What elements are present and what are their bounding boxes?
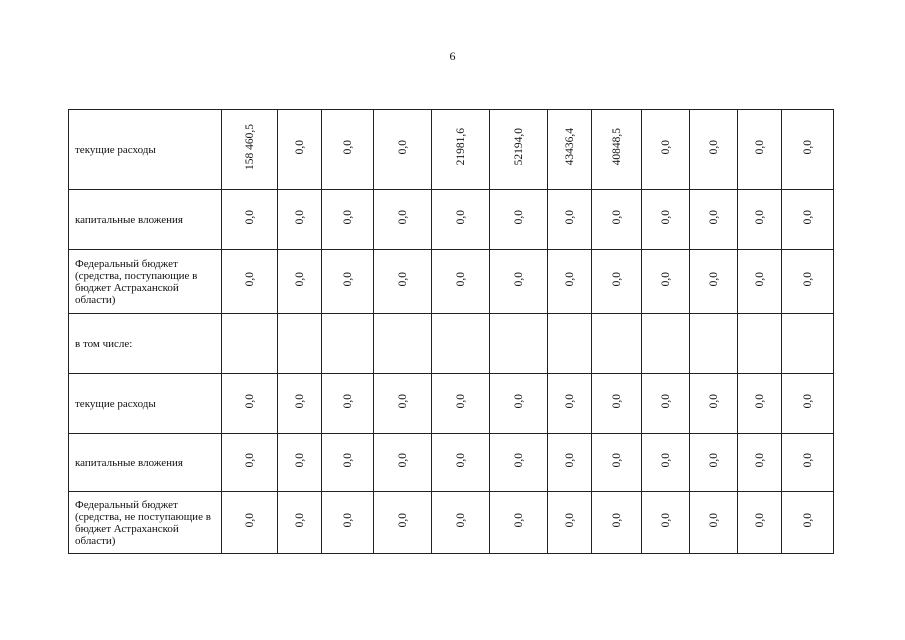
cell-value: 0,0 bbox=[753, 209, 766, 225]
table-cell bbox=[642, 374, 690, 434]
cell-value: 0,0 bbox=[396, 139, 409, 155]
cell-value: 0,0 bbox=[454, 452, 467, 468]
table-cell bbox=[322, 190, 374, 250]
table-cell bbox=[592, 250, 642, 314]
table-cell bbox=[642, 190, 690, 250]
table-cell bbox=[592, 190, 642, 250]
label-federal-budget-incoming: Федеральный бюджет (средства, поступающие в бюджет Астраханской области) bbox=[69, 250, 222, 314]
cell-value: 0,0 bbox=[563, 271, 576, 287]
table-cell bbox=[374, 374, 432, 434]
table-cell bbox=[278, 110, 322, 190]
cell-value: 0,0 bbox=[659, 271, 672, 287]
cell-value: 0,0 bbox=[563, 452, 576, 468]
table-cell bbox=[738, 190, 782, 250]
table-row bbox=[69, 492, 834, 554]
table-cell bbox=[782, 374, 834, 434]
table-cell bbox=[738, 110, 782, 190]
cell-value: 0,0 bbox=[512, 271, 525, 287]
table-cell bbox=[782, 250, 834, 314]
cell-value: 0,0 bbox=[341, 452, 354, 468]
table-cell bbox=[738, 314, 782, 374]
table-cell bbox=[642, 314, 690, 374]
cell-value: 0,0 bbox=[512, 512, 525, 528]
table-cell bbox=[592, 492, 642, 554]
table-cell bbox=[374, 492, 432, 554]
table-row bbox=[69, 250, 834, 314]
table-cell bbox=[548, 374, 592, 434]
table-cell bbox=[690, 314, 738, 374]
cell-value: 0,0 bbox=[610, 271, 623, 287]
cell-value: 0,0 bbox=[563, 209, 576, 225]
table-cell bbox=[690, 374, 738, 434]
table-cell bbox=[432, 110, 490, 190]
table-cell bbox=[432, 492, 490, 554]
table-row bbox=[69, 434, 834, 492]
cell-value: 0,0 bbox=[243, 209, 256, 225]
cell-value: 0,0 bbox=[396, 452, 409, 468]
page-number: 6 bbox=[449, 49, 456, 63]
table-cell bbox=[490, 314, 548, 374]
table-cell bbox=[374, 314, 432, 374]
cell-value: 0,0 bbox=[512, 393, 525, 409]
table-cell bbox=[222, 314, 278, 374]
label-current-expenses: текущие расходы bbox=[69, 110, 222, 190]
table-cell bbox=[548, 314, 592, 374]
cell-value: 0,0 bbox=[454, 209, 467, 225]
table-cell bbox=[548, 434, 592, 492]
table-cell bbox=[548, 190, 592, 250]
cell-value: 0,0 bbox=[396, 209, 409, 225]
table-row bbox=[69, 374, 834, 434]
table-cell bbox=[322, 250, 374, 314]
cell-value: 0,0 bbox=[801, 452, 814, 468]
table-cell bbox=[592, 314, 642, 374]
cell-value: 0,0 bbox=[707, 139, 720, 155]
label-federal-budget-not-incoming: Федеральный бюджет (средства, не поступающие в бюджет Астраханской области) bbox=[69, 492, 222, 554]
table-cell bbox=[490, 374, 548, 434]
table-cell bbox=[592, 374, 642, 434]
cell-value: 158 460,5 bbox=[243, 124, 256, 170]
table-cell bbox=[222, 110, 278, 190]
table-cell bbox=[432, 434, 490, 492]
cell-value: 0,0 bbox=[396, 271, 409, 287]
table-row bbox=[69, 314, 834, 374]
table-cell bbox=[432, 250, 490, 314]
table-cell bbox=[738, 250, 782, 314]
cell-value: 0,0 bbox=[454, 271, 467, 287]
table-cell bbox=[222, 190, 278, 250]
cell-value: 0,0 bbox=[293, 452, 306, 468]
cell-value: 0,0 bbox=[243, 393, 256, 409]
table-cell bbox=[782, 314, 834, 374]
cell-value: 0,0 bbox=[243, 452, 256, 468]
cell-value: 0,0 bbox=[753, 512, 766, 528]
table-body bbox=[69, 110, 834, 554]
cell-value: 0,0 bbox=[610, 452, 623, 468]
table-cell bbox=[738, 374, 782, 434]
budget-table bbox=[68, 109, 834, 554]
table-cell bbox=[738, 434, 782, 492]
table-cell bbox=[374, 110, 432, 190]
table-cell bbox=[782, 110, 834, 190]
cell-value: 0,0 bbox=[753, 139, 766, 155]
cell-value: 0,0 bbox=[801, 209, 814, 225]
cell-value: 0,0 bbox=[341, 393, 354, 409]
table-cell bbox=[222, 434, 278, 492]
cell-value: 0,0 bbox=[512, 452, 525, 468]
cell-value: 0,0 bbox=[293, 209, 306, 225]
cell-value: 0,0 bbox=[753, 452, 766, 468]
cell-value: 0,0 bbox=[396, 512, 409, 528]
cell-value: 0,0 bbox=[659, 209, 672, 225]
table-cell bbox=[278, 314, 322, 374]
table-cell bbox=[432, 190, 490, 250]
table-cell bbox=[592, 110, 642, 190]
table-cell bbox=[322, 434, 374, 492]
cell-value: 0,0 bbox=[512, 209, 525, 225]
cell-value: 0,0 bbox=[753, 393, 766, 409]
table-cell bbox=[490, 110, 548, 190]
cell-value: 0,0 bbox=[707, 271, 720, 287]
cell-value: 0,0 bbox=[341, 209, 354, 225]
cell-value: 0,0 bbox=[659, 452, 672, 468]
cell-value: 21981,6 bbox=[454, 128, 467, 166]
table-cell bbox=[548, 250, 592, 314]
table-cell bbox=[548, 492, 592, 554]
cell-value: 0,0 bbox=[707, 393, 720, 409]
label-capital-investments: капитальные вложения bbox=[69, 434, 222, 492]
cell-value: 0,0 bbox=[243, 271, 256, 287]
cell-value: 0,0 bbox=[801, 271, 814, 287]
table-cell bbox=[490, 190, 548, 250]
table-cell bbox=[322, 314, 374, 374]
label-including: в том числе: bbox=[69, 314, 222, 374]
cell-value: 0,0 bbox=[659, 139, 672, 155]
cell-value: 0,0 bbox=[801, 512, 814, 528]
cell-value: 0,0 bbox=[293, 393, 306, 409]
table-cell bbox=[690, 434, 738, 492]
cell-value: 0,0 bbox=[563, 393, 576, 409]
cell-value: 0,0 bbox=[707, 209, 720, 225]
table-cell bbox=[278, 374, 322, 434]
cell-value: 0,0 bbox=[707, 512, 720, 528]
table-cell bbox=[432, 374, 490, 434]
table-cell bbox=[490, 250, 548, 314]
table-cell bbox=[690, 110, 738, 190]
table-cell bbox=[278, 250, 322, 314]
table-cell bbox=[642, 492, 690, 554]
table-row bbox=[69, 110, 834, 190]
cell-value: 0,0 bbox=[396, 393, 409, 409]
cell-value: 0,0 bbox=[454, 393, 467, 409]
cell-value: 40848,5 bbox=[610, 128, 623, 166]
table-cell bbox=[690, 190, 738, 250]
table-cell bbox=[374, 434, 432, 492]
table-cell bbox=[642, 250, 690, 314]
table-cell bbox=[642, 434, 690, 492]
label-current-expenses: текущие расходы bbox=[69, 374, 222, 434]
cell-value: 0,0 bbox=[610, 512, 623, 528]
cell-value: 0,0 bbox=[293, 512, 306, 528]
table-cell bbox=[322, 110, 374, 190]
cell-value: 0,0 bbox=[293, 271, 306, 287]
cell-value: 0,0 bbox=[801, 139, 814, 155]
cell-value: 0,0 bbox=[341, 271, 354, 287]
table-cell bbox=[782, 492, 834, 554]
cell-value: 0,0 bbox=[753, 271, 766, 287]
cell-value: 0,0 bbox=[563, 512, 576, 528]
table-cell bbox=[432, 314, 490, 374]
table-cell bbox=[548, 110, 592, 190]
cell-value: 0,0 bbox=[341, 139, 354, 155]
table-cell bbox=[374, 190, 432, 250]
table-cell bbox=[782, 434, 834, 492]
table-cell bbox=[322, 374, 374, 434]
table-row bbox=[69, 190, 834, 250]
table-cell bbox=[642, 110, 690, 190]
cell-value: 0,0 bbox=[243, 512, 256, 528]
cell-value: 0,0 bbox=[659, 512, 672, 528]
table-cell bbox=[490, 492, 548, 554]
label-capital-investments: капитальные вложения bbox=[69, 190, 222, 250]
table-cell bbox=[222, 374, 278, 434]
table-cell bbox=[278, 434, 322, 492]
table-cell bbox=[222, 250, 278, 314]
table-cell bbox=[278, 492, 322, 554]
table-cell bbox=[278, 190, 322, 250]
cell-value: 0,0 bbox=[341, 512, 354, 528]
cell-value: 0,0 bbox=[801, 393, 814, 409]
cell-value: 0,0 bbox=[610, 209, 623, 225]
cell-value: 0,0 bbox=[610, 393, 623, 409]
table-cell bbox=[322, 492, 374, 554]
cell-value: 0,0 bbox=[707, 452, 720, 468]
table-cell bbox=[690, 250, 738, 314]
cell-value: 52194,0 bbox=[512, 128, 525, 166]
cell-value: 0,0 bbox=[293, 139, 306, 155]
table-cell bbox=[490, 434, 548, 492]
cell-value: 43436,4 bbox=[563, 128, 576, 166]
table-cell bbox=[592, 434, 642, 492]
table-cell bbox=[782, 190, 834, 250]
table-cell bbox=[374, 250, 432, 314]
cell-value: 0,0 bbox=[659, 393, 672, 409]
cell-value: 0,0 bbox=[454, 512, 467, 528]
table-cell bbox=[222, 492, 278, 554]
table-cell bbox=[690, 492, 738, 554]
table-cell bbox=[738, 492, 782, 554]
